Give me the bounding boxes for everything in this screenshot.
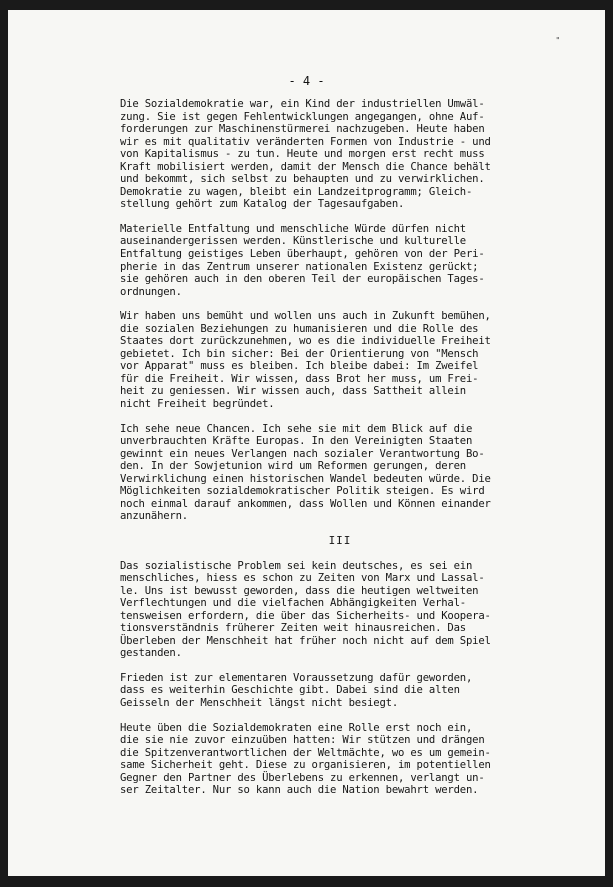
text-line: die sie nie zuvor einzuüben hatten: Wir stützen und drängen (120, 734, 485, 747)
text-line: le. Uns ist bewusst geworden, dass die heutigen weltweiten (120, 584, 479, 597)
page-number: - 4 - (288, 74, 325, 88)
text-line: stellung gehört zum Katalog der Tagesaufgaben. (120, 198, 405, 211)
text-line: Geisseln der Menschheit längst nicht besiegt. (120, 696, 399, 709)
text-line: anzunähern. (120, 510, 188, 523)
section-heading: III (328, 533, 352, 547)
text-line: Möglichkeiten sozialdemokratischer Politik steigen. Es wird (120, 485, 485, 498)
text-line: den. In der Sowjetunion wird um Reformen gerungen, deren (120, 460, 466, 473)
text-line: Verflechtungen und die vielfachen Abhängigkeiten Verhal- (120, 597, 466, 610)
body-text (120, 98, 560, 809)
text-line: ser Zeitalter. Nur so kann auch die Nation bewahrt werden. (120, 784, 479, 797)
text-line: Staates dort zurückzunehmen, wo es die individuelle Freiheit (120, 335, 491, 348)
text-line: noch einmal darauf ankommen, dass Wollen und Können einander (120, 497, 491, 510)
text-line: und bekommt, sich selbst zu behaupten und zu verwirklichen. (120, 173, 485, 186)
text-line: sie gehören auch in den oberen Teil der europäischen Tages- (120, 273, 485, 286)
text-line: von Kapitalismus - zu tun. Heute und morgen erst recht muss (120, 148, 485, 161)
paragraphs-after-section (120, 560, 560, 797)
text-line: Materielle Entfaltung und menschliche Würde dürfen nicht (120, 222, 466, 235)
document-page (8, 10, 605, 876)
text-line: forderungen zur Maschinenstürmerei nachzugeben. Heute haben (120, 123, 485, 136)
text-line: Gegner den Partner des Überlebens zu erkennen, verlangt un- (120, 771, 485, 784)
text-line: tionsverständnis früherer Zeiten weit hinausreichen. Das (120, 622, 466, 635)
text-line: tensweisen erfordern, die über das Sicherheits- und Kooperа- (120, 609, 491, 622)
text-line: Heute üben die Sozialdemokraten eine Rolle erst noch ein, (120, 721, 473, 734)
text-line: menschliches, hiess es schon zu Zeiten von Marx und Lassal- (120, 572, 485, 585)
paragraph (120, 560, 560, 660)
text-line: heit zu geniessen. Wir wissen auch, dass Sattheit allein (120, 385, 466, 398)
text-line: für die Freiheit. Wir wissen, dass Brot her muss, um Frei- (120, 372, 479, 385)
paragraph (120, 310, 560, 410)
paragraph (120, 423, 560, 523)
text-line: Die Sozialdemokratie war, ein Kind der industriellen Umwäl- (120, 98, 485, 110)
text-line: wir es mit qualitativ veränderten Formen von Industrie - und (120, 135, 491, 148)
text-line: Verwirklichung einen historischen Wandel bedeuten würde. Die (120, 472, 491, 485)
text-line: dass es weiterhin Geschichte gibt. Dabei sind die alten (120, 684, 460, 697)
text-line: Kraft mobilisiert werden, damit der Mensch die Chance behält (120, 160, 491, 173)
text-line: Ich sehe neue Chancen. Ich sehe sie mit dem Blick auf die (120, 422, 473, 435)
text-line: same Sicherheit geht. Diese zu organisieren, im potentiellen (120, 759, 491, 772)
text-line: gebietet. Ich bin sicher: Bei der Orientierung von "Mensch (120, 347, 479, 360)
text-line: zung. Sie ist gegen Fehlentwicklungen angegangen, ohne Auf- (120, 110, 485, 123)
text-line: unverbrauchten Kräfte Europas. In den Vereinigten Staaten (120, 435, 473, 448)
text-line: pherie in das Zentrum unserer nationalen Existenz gerückt; (120, 260, 479, 273)
edge-mark: " (556, 36, 560, 45)
text-line: Frieden ist zur elementaren Voraussetzung dafür geworden, (120, 671, 473, 684)
text-line: Das sozialistische Problem sei kein deutsches, es sei ein (120, 559, 473, 572)
paragraph (120, 223, 560, 298)
text-line: ordnungen. (120, 285, 182, 298)
text-line: Überleben der Menschheit hat früher noch nicht auf dem Spiel (120, 634, 491, 647)
text-line: Wir haben uns bemüht und wollen uns auch in Zukunft bemühen, (120, 310, 491, 323)
paragraph (120, 98, 560, 211)
text-line: nicht Freiheit begründet. (120, 398, 275, 411)
paragraph (120, 672, 560, 710)
text-line: gewinnt ein neues Verlangen nach sozialer Verantwortung Bo- (120, 447, 485, 460)
text-line: vor Apparat" muss es bleiben. Ich bleibe dabei: Im Zweifel (120, 360, 479, 373)
paragraphs-before-section (120, 98, 560, 523)
paragraph (120, 722, 560, 797)
text-line: die sozialen Beziehungen zu humanisieren und die Rolle des (120, 322, 479, 335)
text-line: Entfaltung geistiges Leben überhaupt, gehören von der Peri- (120, 248, 485, 261)
text-line: die Spitzenverantwortlichen der Weltmächte, wo es um gemein- (120, 746, 491, 759)
text-line: auseinandergerissen werden. Künstlerische und kulturelle (120, 235, 466, 248)
text-line: gestanden. (120, 647, 182, 660)
text-line: Demokratie zu wagen, bleibt ein Landzeitprogramm; Gleich- (120, 185, 473, 198)
